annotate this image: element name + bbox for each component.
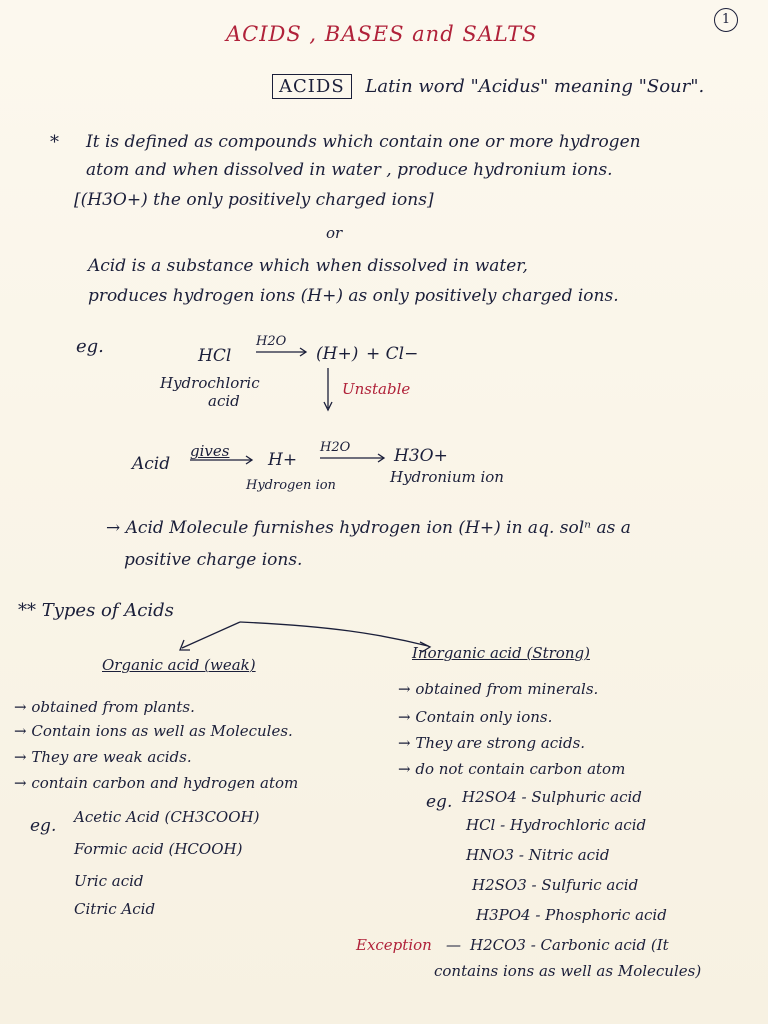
gives-word: gives bbox=[190, 442, 230, 460]
hydronium-ion-label: Hydronium ion bbox=[390, 468, 504, 486]
inorganic-eg: eg. bbox=[426, 792, 453, 812]
inorganic-example-1: H2SO4 - Sulphuric acid bbox=[462, 788, 642, 806]
acid-word: Acid bbox=[132, 454, 171, 474]
hcl-formula: HCl bbox=[198, 346, 232, 366]
page-title: ACIDS , BASES and SALTS bbox=[226, 22, 538, 46]
definition-line-2: atom and when dissolved in water , produce hydronium ions. bbox=[86, 160, 613, 180]
exception-label: Exception bbox=[356, 936, 432, 954]
h-plus-ion: (H+) bbox=[316, 344, 359, 364]
alt-definition-line-1: Acid is a substance which when dissolved in water, bbox=[88, 256, 528, 276]
exception-text-2: contains ions as well as Molecules) bbox=[434, 962, 702, 980]
definition-line-3: [(H3O+) the only positively charged ions] bbox=[74, 190, 434, 210]
exception-dash: — bbox=[446, 936, 461, 954]
reaction-1-h2o: H2O bbox=[256, 334, 287, 349]
hcl-name-line-2: acid bbox=[208, 392, 240, 410]
inorganic-point-1: → obtained from minerals. bbox=[398, 680, 599, 698]
organic-point-2: → Contain ions as well as Molecules. bbox=[14, 722, 293, 740]
organic-example-3: Uric acid bbox=[74, 872, 144, 890]
example-1-eg: eg. bbox=[76, 336, 104, 357]
inorganic-acid-title: Inorganic acid (Strong) bbox=[412, 644, 590, 662]
branch-line-organic bbox=[182, 622, 240, 648]
hcl-name-line-1: Hydrochloric bbox=[160, 374, 260, 392]
inorganic-point-3: → They are strong acids. bbox=[398, 734, 586, 752]
hydronium-formula: H3O+ bbox=[394, 446, 448, 466]
organic-acid-title: Organic acid (weak) bbox=[102, 656, 256, 674]
inorganic-example-5: H3PO4 - Phosphoric acid bbox=[476, 906, 667, 924]
reaction-2-h-plus: H+ bbox=[268, 450, 298, 470]
inorganic-example-4: H2SO3 - Sulfuric acid bbox=[472, 876, 639, 894]
organic-example-2: Formic acid (HCOOH) bbox=[74, 840, 243, 858]
note-line-2: positive charge ions. bbox=[124, 550, 303, 570]
definition-line-1: It is defined as compounds which contain one or more hydrogen bbox=[86, 132, 641, 152]
page-number: 1 bbox=[714, 8, 738, 32]
alt-definition-line-2: produces hydrogen ions (H+) as only positively charged ions. bbox=[88, 286, 619, 306]
inorganic-point-2: → Contain only ions. bbox=[398, 708, 553, 726]
organic-point-3: → They are weak acids. bbox=[14, 748, 192, 766]
exception-text: H2CO3 - Carbonic acid (It bbox=[470, 936, 669, 954]
branch-line-inorganic bbox=[240, 622, 428, 646]
unstable-label: Unstable bbox=[342, 380, 411, 398]
reaction-2-h2o: H2O bbox=[320, 440, 351, 455]
organic-point-4: → contain carbon and hydrogen atom bbox=[14, 774, 299, 792]
inorganic-point-4: → do not contain carbon atom bbox=[398, 760, 626, 778]
organic-example-1: Acetic Acid (CH3COOH) bbox=[74, 808, 260, 826]
inorganic-example-2: HCl - Hydrochloric acid bbox=[466, 816, 647, 834]
organic-point-1: → obtained from plants. bbox=[14, 698, 195, 716]
acids-box: ACIDS bbox=[272, 74, 352, 99]
types-heading: ** Types of Acids bbox=[18, 600, 174, 621]
acids-meaning: Latin word "Acidus" meaning "Sour". bbox=[365, 76, 705, 97]
or-text: or bbox=[326, 224, 343, 242]
chloride-ion: + Cl− bbox=[366, 344, 419, 364]
note-line-1: → Acid Molecule furnishes hydrogen ion (H+) in aq. solⁿ as a bbox=[106, 518, 631, 538]
hydrogen-ion-label: Hydrogen ion bbox=[246, 478, 336, 493]
branch-arrow-inorganic-head bbox=[420, 642, 430, 652]
definition-bullet: * bbox=[50, 132, 59, 153]
inorganic-example-3: HNO3 - Nitric acid bbox=[466, 846, 610, 864]
organic-eg: eg. bbox=[30, 816, 57, 836]
organic-example-4: Citric Acid bbox=[74, 900, 156, 918]
